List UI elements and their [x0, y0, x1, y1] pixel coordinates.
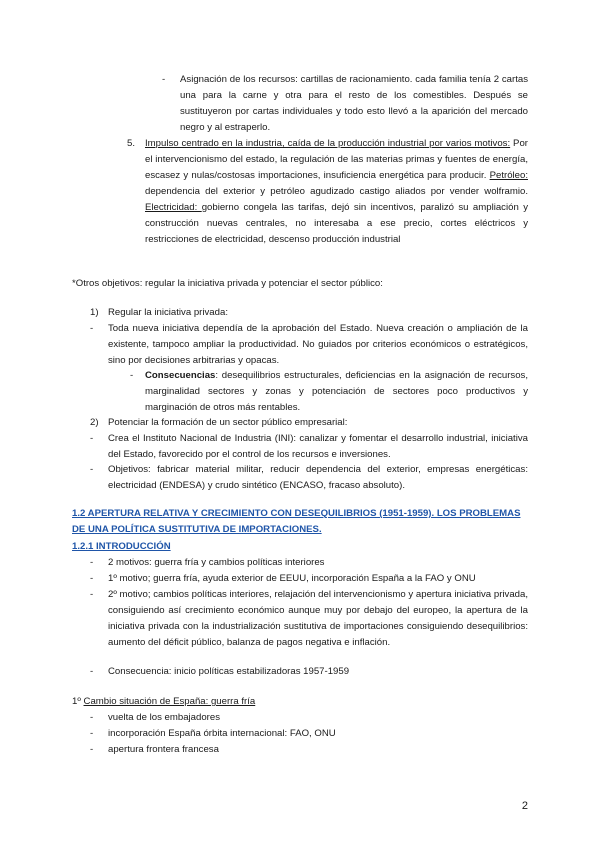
- electricidad-text: gobierno congela las tarifas, dejó sin incentivos, paralizó su ampliación y construcción nuevas centrales, no interesaba a ese precio, cortes eléctricos y restricciones de electricidad, descenso producción industrial: [145, 202, 529, 245]
- consecuencias-paragraph: [145, 368, 528, 416]
- iniciativa-paragraph: Toda nueva iniciativa dependía de la aprobación del Estado. Nueva creación o ampliación de la existente, tampoco ampliar la productividad. No guiados por criterios económicos o estratégicos, sino por decisiones arbitrarias y opacas.: [108, 323, 528, 366]
- item-5-heading: Impulso centrado en la industria, caída de la producción industrial por varios motivos:: [145, 138, 511, 149]
- ini-paragraph: Crea el Instituto Nacional de Industria (INI): canalizar y fomentar el desarrollo industrial, iniciativa del Estado, favorecido por el control de los recursos e inversiones.: [108, 433, 528, 460]
- bullet-marker: -: [90, 589, 94, 600]
- bullet-marker: -: [90, 464, 94, 475]
- intro-item: 2 motivos: guerra fría y cambios políticas interiores: [108, 557, 325, 568]
- cambio-prefix: 1º: [72, 696, 84, 707]
- intro-item: 1º motivo; guerra fría, ayuda exterior de EEUU, incorporación España a la FAO y ONU: [108, 573, 476, 584]
- cambio-item: incorporación España órbita internacional: FAO, ONU: [108, 728, 336, 739]
- cambio-title: Cambio situación de España: guerra fría: [83, 696, 256, 707]
- cambio-heading: [72, 694, 528, 710]
- item-5-paragraph: [145, 136, 528, 248]
- bullet-marker: -: [90, 323, 94, 334]
- bullet-marker: -: [90, 712, 94, 723]
- petroleo-text: dependencia del exterior y petróleo agudizado castigo aliados por vender wolframio.: [145, 186, 528, 197]
- section-1-title: Regular la iniciativa privada:: [108, 307, 228, 318]
- bullet-marker: -: [90, 557, 94, 568]
- bullet-marker: -: [90, 573, 94, 584]
- bullet-marker: -: [90, 728, 94, 739]
- intro-item: Consecuencia: inicio políticas estabilizadoras 1957-1959: [108, 666, 350, 677]
- page-number: 2: [521, 800, 528, 812]
- item-5-marker: 5.: [127, 138, 136, 149]
- electricidad-label: Electricidad:: [145, 202, 202, 213]
- otros-objetivos: *Otros objetivos: regular la iniciativa privada y potenciar el sector público:: [72, 278, 383, 289]
- racionamiento-paragraph: Asignación de los recursos: cartillas de racionamiento. cada familia tenía 2 cartas una para la carne y otra para el resto de los comestibles. Después se sustituyeron por cartas individuales y todo esto llevó a la aparición del mercado negro y al estraperlo.: [180, 74, 528, 133]
- intro-item: 2º motivo; cambios políticas interiores, relajación del intervencionismo y apertura iniciativa privada, consiguiendo así crecimiento económico aunque muy por debajo del europeo, la apertura de la iniciativa privada con la industrialización sustitutiva de importaciones consiguiendo desequilibrios: aumento del déficit público, balanza de pagos negativa e inflación.: [108, 589, 528, 648]
- bullet-marker: -: [90, 433, 94, 444]
- item-5-intro: Por el intervencionismo del estado, la regulación de las materias primas y fuentes de energía, escasez y nulas/costosas importaciones, insuficiencia energética para producir.: [145, 138, 528, 181]
- cambio-item: vuelta de los embajadores: [108, 712, 220, 723]
- petroleo-label: Petróleo:: [489, 170, 528, 181]
- bullet-marker: -: [130, 370, 134, 381]
- section-1-marker: 1): [90, 307, 99, 318]
- objetivos-paragraph: Objetivos: fabricar material militar, reducir dependencia del exterior, empresas energéticas: electricidad (ENDESA) y crudo sintético (ENCASO, fracaso absoluto).: [108, 464, 528, 491]
- section-1-2-1-heading: 1.2.1 INTRODUCCIÓN: [72, 541, 171, 552]
- bullet-marker: -: [162, 74, 166, 85]
- consecuencias-label: Consecuencias: [145, 370, 216, 381]
- section-1-2-heading: 1.2 APERTURA RELATIVA Y CRECIMIENTO CON DESEQUILIBRIOS (1951-1959). LOS PROBLEMAS DE UNA POLÍTICA SUSTITUTIVA DE IMPORTACIONES.: [72, 508, 521, 535]
- cambio-item: apertura frontera francesa: [108, 744, 219, 755]
- bullet-marker: -: [90, 744, 94, 755]
- section-2-title: Potenciar la formación de un sector público empresarial:: [108, 417, 348, 428]
- consecuencias-text: : desequilibrios estructurales, deficiencias en la asignación de recursos, marginalidad sectores y zonas y potenciación de sectores poco productivos y marginación de otros más rentables.: [145, 370, 528, 413]
- bullet-marker: -: [90, 666, 94, 677]
- section-2-marker: 2): [90, 417, 99, 428]
